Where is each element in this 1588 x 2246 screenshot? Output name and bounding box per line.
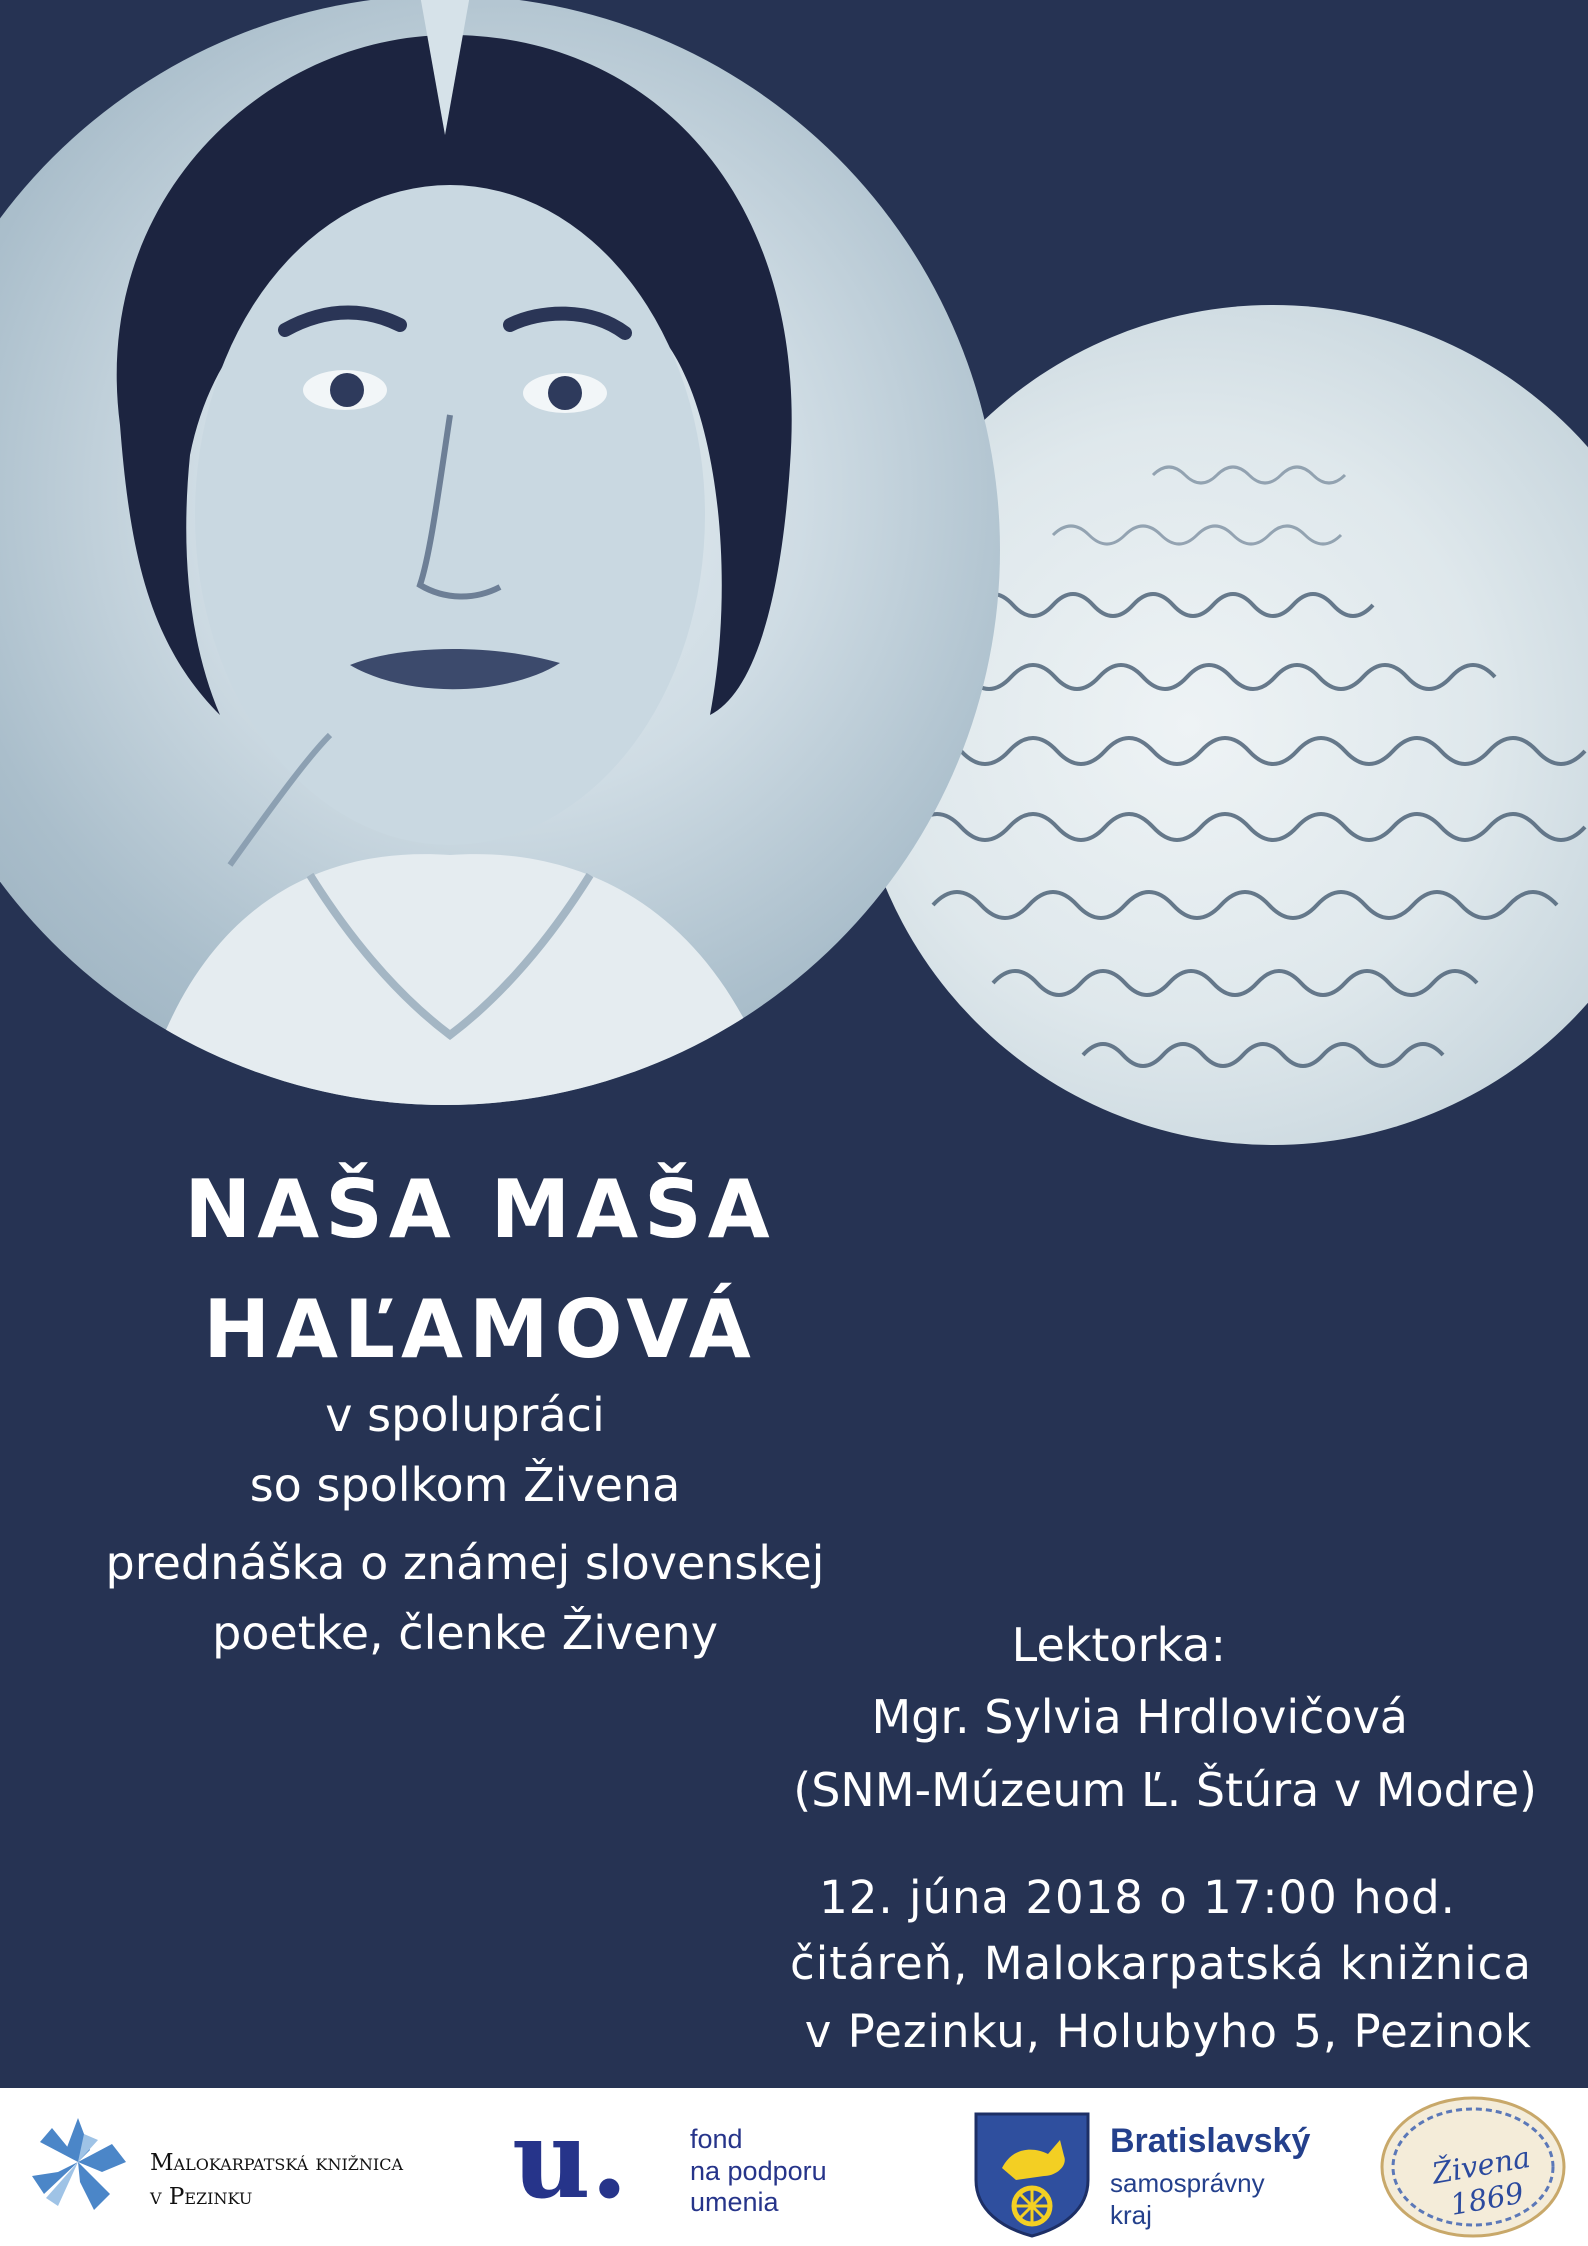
title-line-1: NAŠA MAŠA [184,1163,776,1256]
region-name: Bratislavský [1110,2122,1311,2160]
title-line-2: HAĽAMOVÁ [203,1283,757,1376]
sponsor-footer [0,2088,1588,2246]
event-venue-line-2: v Pezinku, Holubyho 5, Pezinok [804,2005,1532,2058]
lecturer-affiliation: (SNM-Múzeum Ľ. Štúra v Modre) [793,1763,1537,1817]
region-line-2: samosprávny [1110,2168,1265,2198]
event-venue-line-1: čitáreň, Malokarpatská knižnica [790,1937,1532,1990]
lecturer-label: Lektorka: [1011,1618,1226,1672]
fond-line-1: fond [690,2124,743,2154]
portrait-illustration [0,0,1000,1105]
subtitle-line-4: poetke, členke Živeny [212,1606,718,1660]
library-name: Malokarpatská knižnica [150,2150,404,2176]
subtitle-line-3: prednáška o známej slovenskej [105,1536,825,1590]
region-line-3: kraj [1110,2200,1152,2230]
region-coat-of-arms-icon [972,2110,1092,2240]
fond-line-2: na podporu [690,2156,827,2186]
portrait-photo [0,0,1000,1105]
lecturer-name: Mgr. Sylvia Hrdlovičová [871,1690,1408,1744]
library-snowflake-logo-icon [14,2110,142,2226]
fond-logo-mark: u. [512,2097,629,2223]
subtitle-line-1: v spolupráci [325,1388,605,1442]
library-city: v Pezinku [150,2184,253,2210]
event-datetime: 12. júna 2018 o 17:00 hod. [819,1871,1456,1924]
fond-line-3: umenia [690,2187,779,2217]
subtitle-line-2: so spolkom Živena [249,1458,681,1512]
zivena-seal-text: Živena 1869 [1429,2139,1533,2222]
